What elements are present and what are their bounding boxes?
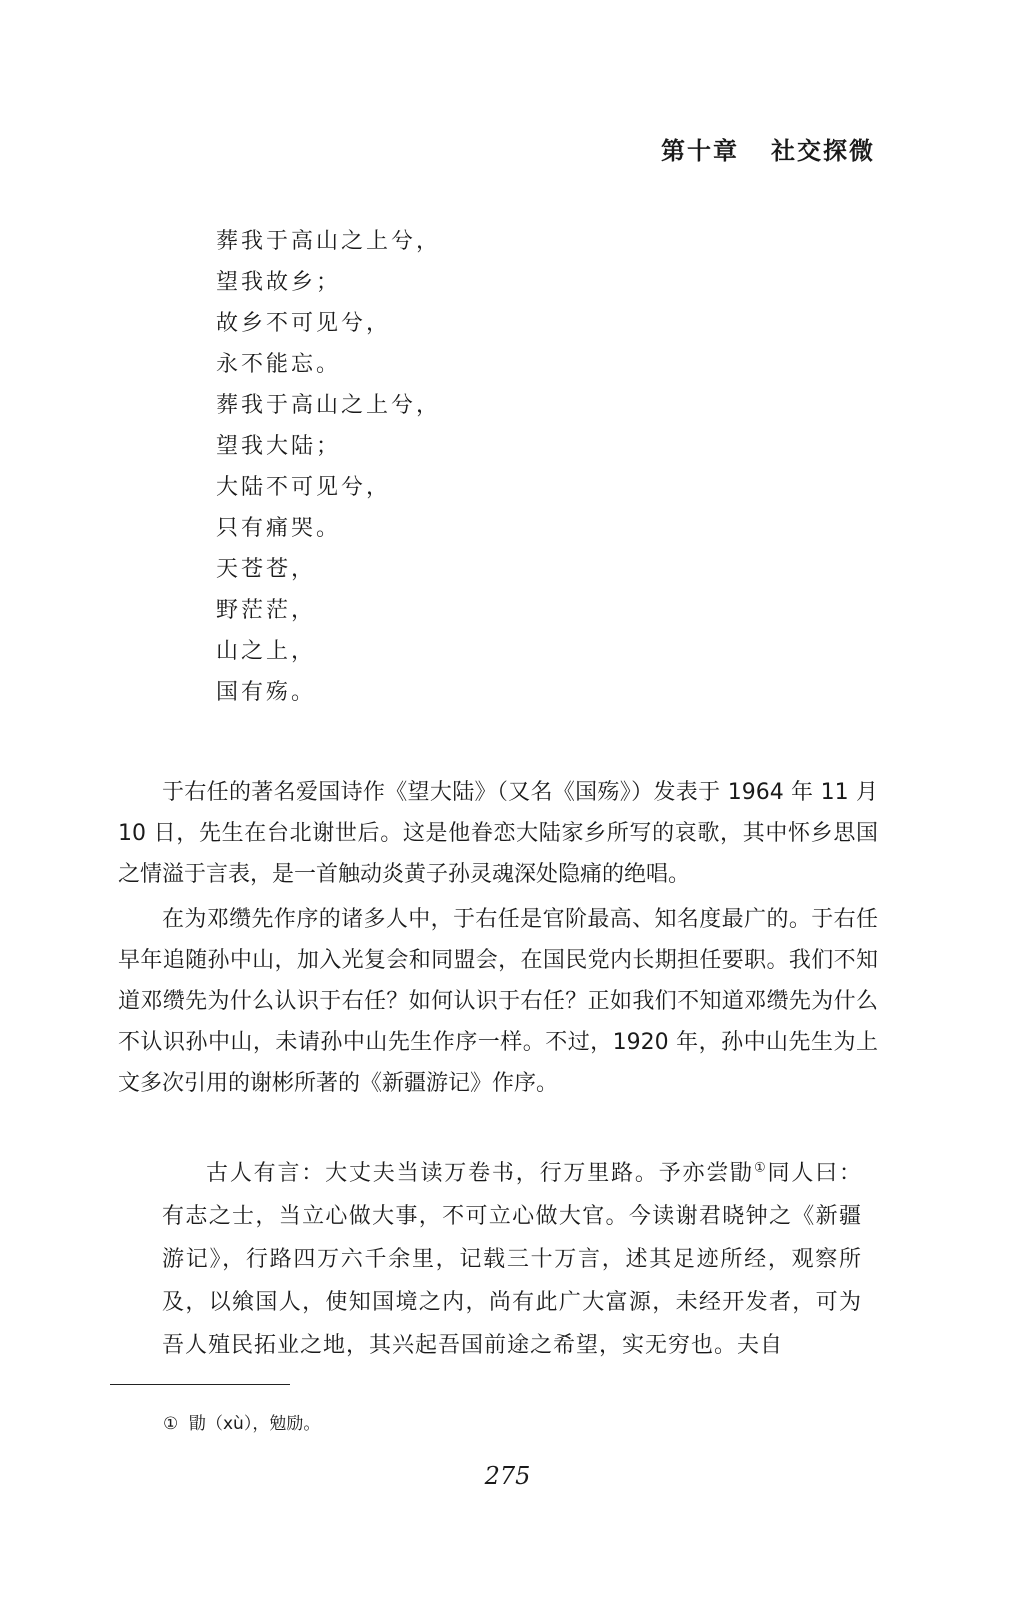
- poem-line: 葬我于高山之上兮，: [216, 393, 442, 418]
- poem: [216, 221, 441, 713]
- poem-line: 天苍苍，: [216, 557, 317, 582]
- footnote-mark: ①: [163, 1414, 179, 1434]
- footnote-divider: [110, 1384, 290, 1385]
- body-paragraph: 于右任的著名爱国诗作《望大陆》（又名《国殇》）发表于 1964 年 11 月 10 日，先生在台北谢世后。这是他眷恋大陆家乡所写的哀歌，其中怀乡思国之情溢于言表，是一首触动炎黄子孙灵魂深处隐痛的绝唱。: [118, 780, 878, 887]
- poem-line: 望我大陆；: [216, 434, 342, 459]
- quote-text: 同人曰：有志之士，当立心做大事，不可立心做大官。今读谢君晓钟之《新疆游记》，行路四万六千余里，记载三十万言，述其足迹所经，观察所及，以飨国人，使知国境之内，尚有此广大富源，未经开发者，可为吾人殖民拓业之地，其兴起吾国前途之希望，实无穷也。夫自: [162, 1161, 862, 1358]
- footnote-reference[interactable]: ①: [754, 1160, 768, 1176]
- poem-line: 国有殇。: [216, 680, 317, 705]
- page-number: 275: [484, 1462, 531, 1490]
- chapter-title: 社交探微: [771, 136, 875, 165]
- footnote-text: 勖（xù），勉励。: [189, 1414, 321, 1434]
- poem-line: 大陆不可见兮，: [216, 475, 392, 500]
- poem-line: 葬我于高山之上兮，: [216, 229, 442, 254]
- poem-line: 故乡不可见兮，: [216, 311, 392, 336]
- poem-line: 望我故乡；: [216, 270, 342, 295]
- running-header: [661, 131, 875, 166]
- footnote: [163, 1409, 320, 1434]
- quote-text: 古人有言：大丈夫当读万卷书，行万里路。予亦尝勖: [206, 1161, 755, 1186]
- poem-line: 山之上，: [216, 639, 317, 664]
- body-paragraph: 在为邓缵先作序的诸多人中，于右任是官阶最高、知名度最广的。于右任早年追随孙中山，加入光复会和同盟会，在国民党内长期担任要职。我们不知道邓缵先为什么认识于右任？如何认识于右任？正如我们不知道邓缵先为什么不认识孙中山，未请孙中山先生作序一样。不过，1920 年，孙中山先生为上文多次引用的谢彬所著的《新疆游记》作序。: [118, 907, 878, 1096]
- poem-line: 永不能忘。: [216, 352, 342, 377]
- chapter-number: 第十章: [661, 136, 739, 165]
- block-quote: [162, 1152, 862, 1367]
- poem-line: 只有痛哭。: [216, 516, 342, 541]
- poem-line: 野茫茫，: [216, 598, 317, 623]
